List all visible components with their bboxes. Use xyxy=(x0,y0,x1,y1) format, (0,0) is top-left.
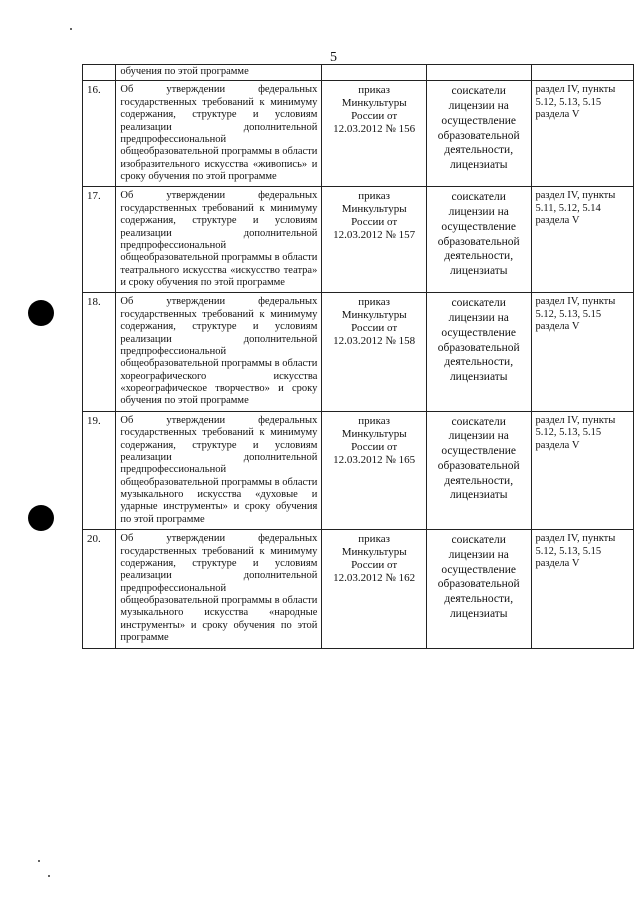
binder-hole-mark xyxy=(28,300,54,326)
row-sections-cell: раздел IV, пункты 5.11, 5.12, 5.14 раздела V xyxy=(531,187,633,293)
scan-speck xyxy=(38,860,40,862)
row-subjects-cell: соискатели лицензии на осуществление образовательной деятельности, лицензиаты xyxy=(426,81,531,187)
row-subjects-cell: соискатели лицензии на осуществление образовательной деятельности, лицензиаты xyxy=(426,187,531,293)
row-sections-cell xyxy=(531,65,633,81)
row-order-cell: приказ Минкультуры России от 12.03.2012 № 158 xyxy=(322,293,427,411)
row-number-cell: 17. xyxy=(83,187,116,293)
table-row xyxy=(83,81,634,187)
binder-hole-mark xyxy=(28,505,54,531)
row-sections-cell: раздел IV, пункты 5.12, 5.13, 5.15 раздела V xyxy=(531,530,633,648)
row-title-cell: Об утверждении федеральных государственных требований к минимуму содержания, структуре и условиям реализации дополнительной предпрофессиональной общеобразовательной программы в области театрального искусства «искусство театра» и сроку обучения по этой программе xyxy=(116,187,322,293)
table-row-continuation xyxy=(83,65,634,81)
row-subjects-cell: соискатели лицензии на осуществление образовательной деятельности, лицензиаты xyxy=(426,530,531,648)
row-number-cell: 18. xyxy=(83,293,116,411)
scan-speck xyxy=(48,875,50,877)
row-number-cell: 19. xyxy=(83,411,116,529)
row-subjects-cell: соискатели лицензии на осуществление образовательной деятельности, лицензиаты xyxy=(426,411,531,529)
row-order-cell: приказ Минкультуры России от 12.03.2012 № 156 xyxy=(322,81,427,187)
row-subjects-cell xyxy=(426,65,531,81)
table-row xyxy=(83,530,634,648)
row-title-cell: Об утверждении федеральных государственных требований к минимуму содержания, структуре и условиям реализации дополнительной предпрофессиональной общеобразовательной программы в области музыкального искусства «духовые и ударные инструменты» и сроку обучения по этой программе xyxy=(116,411,322,529)
row-title-cell: Об утверждении федеральных государственных требований к минимуму содержания, структуре и условиям реализации дополнительной предпрофессиональной общеобразовательной программы в области изобразительного искусства «живопись» и сроку обучения по этой программе xyxy=(116,81,322,187)
regulations-table xyxy=(82,64,634,649)
page-number: 5 xyxy=(330,50,337,65)
table-row xyxy=(83,187,634,293)
row-sections-cell: раздел IV, пункты 5.12, 5.13, 5.15 раздела V xyxy=(531,411,633,529)
row-title-cell: Об утверждении федеральных государственных требований к минимуму содержания, структуре и условиям реализации дополнительной предпрофессиональной общеобразовательной программы в области музыкального искусства «народные инструменты» и сроку обучения по этой программе xyxy=(116,530,322,648)
row-title-cell: Об утверждении федеральных государственных требований к минимуму содержания, структуре и условиям реализации дополнительной предпрофессиональной общеобразовательной программы в области хореографического искусства «хореографическое творчество» и сроку обучения по этой программе xyxy=(116,293,322,411)
row-sections-cell: раздел IV, пункты 5.12, 5.13, 5.15 раздела V xyxy=(531,81,633,187)
row-order-cell xyxy=(322,65,427,81)
scan-speck xyxy=(70,28,72,30)
table-row xyxy=(83,293,634,411)
row-subjects-cell: соискатели лицензии на осуществление образовательной деятельности, лицензиаты xyxy=(426,293,531,411)
row-order-cell: приказ Минкультуры России от 12.03.2012 № 157 xyxy=(322,187,427,293)
row-order-cell: приказ Минкультуры России от 12.03.2012 № 165 xyxy=(322,411,427,529)
row-order-cell: приказ Минкультуры России от 12.03.2012 № 162 xyxy=(322,530,427,648)
row-number-cell: 16. xyxy=(83,81,116,187)
row-number-cell: 20. xyxy=(83,530,116,648)
row-title-cell: обучения по этой программе xyxy=(116,65,322,81)
table-row xyxy=(83,411,634,529)
row-sections-cell: раздел IV, пункты 5.12, 5.13, 5.15 раздела V xyxy=(531,293,633,411)
row-number-cell xyxy=(83,65,116,81)
